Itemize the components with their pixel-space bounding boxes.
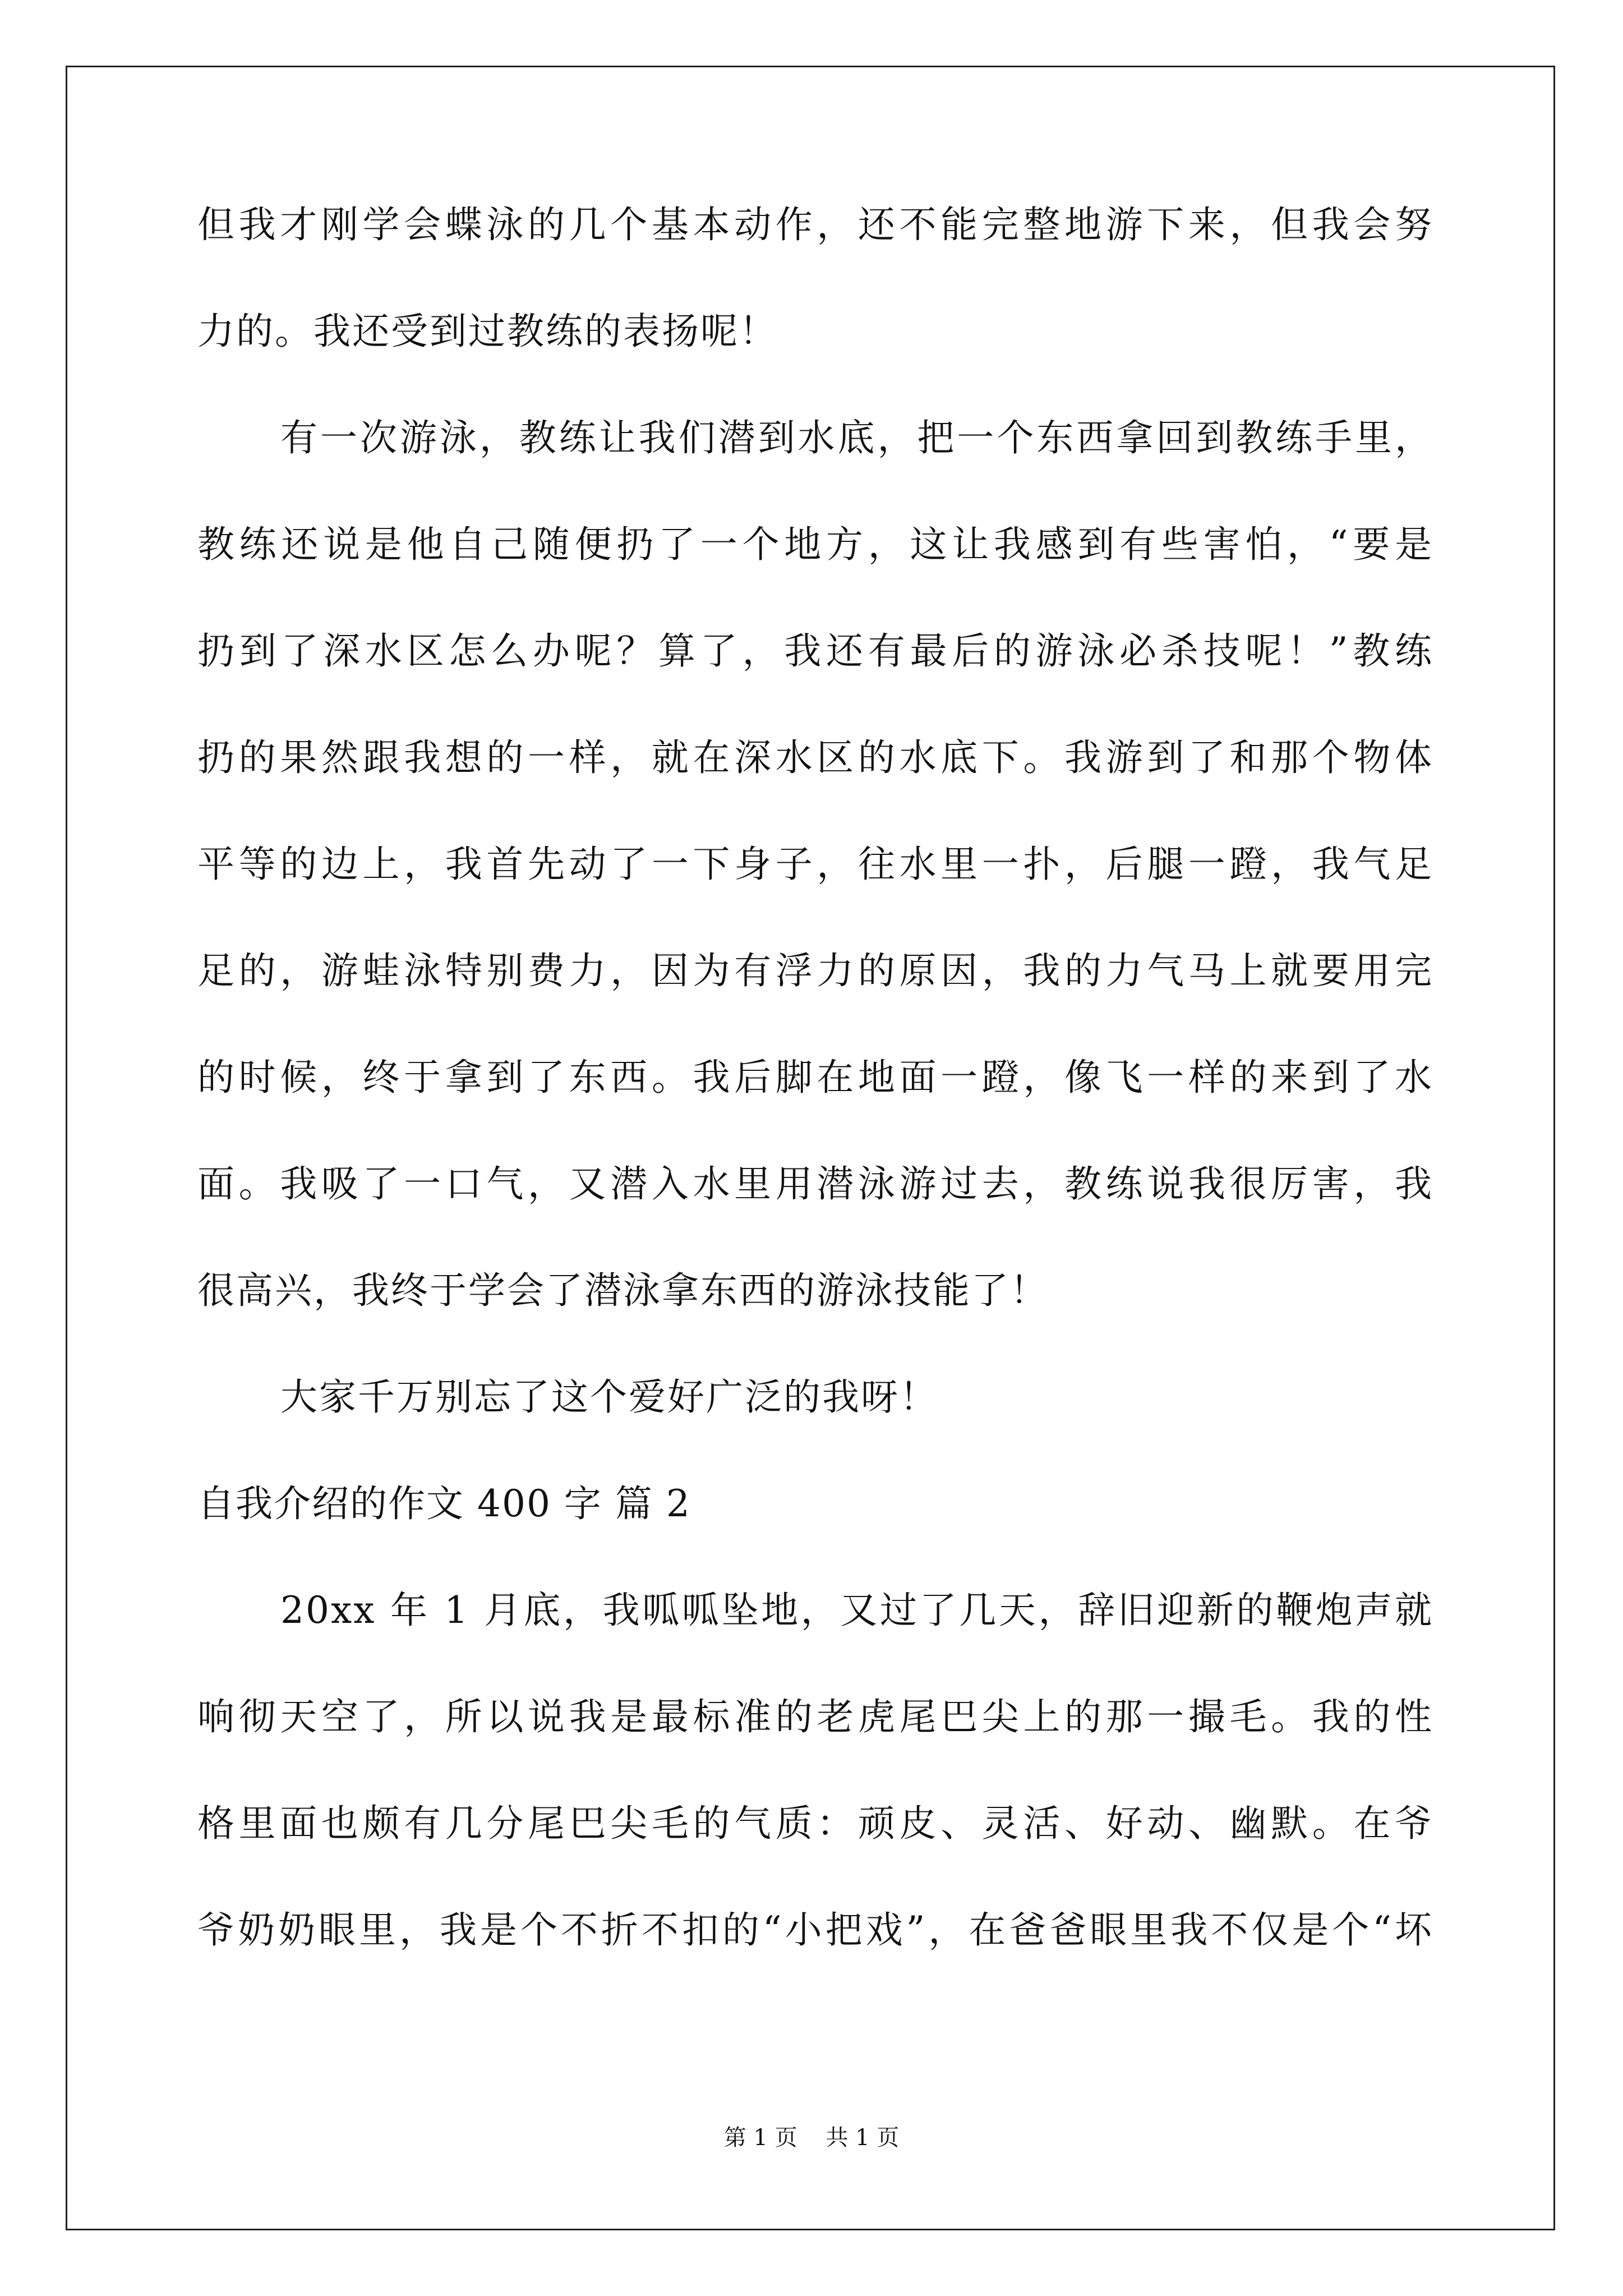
paragraph-line: 很高兴，我终于学会了潜泳拿东西的游泳技能了！ [197, 1269, 1049, 1312]
paragraph-line: 有一次游泳，教练让我们潜到水底，把一个东西拿回到教练手里， [280, 416, 1433, 459]
paragraph-line: 的时候，终于拿到了东西。我后脚在地面一蹬，像飞一样的来到了水 [197, 1056, 1433, 1099]
section-heading: 自我介绍的作文 400 字 篇 2 [197, 1482, 691, 1525]
paragraph-line: 教练还说是他自己随便扔了一个地方，这让我感到有些害怕，“要是 [197, 523, 1433, 566]
paragraph-line: 扔到了深水区怎么办呢？算了，我还有最后的游泳必杀技呢！”教练 [197, 629, 1433, 673]
paragraph-line: 20xx 年 1 月底，我呱呱坠地，又过了几天，辞旧迎新的鞭炮声就 [280, 1589, 1433, 1632]
paragraph-line: 平等的边上，我首先动了一下身子，往水里一扑，后腿一蹬，我气足 [197, 843, 1433, 886]
paragraph-line: 爷奶奶眼里，我是个不折不扣的“小把戏”，在爸爸眼里我不仅是个“坏 [197, 1908, 1433, 1952]
paragraph-line: 足的，游蛙泳特别费力，因为有浮力的原因，我的力气马上就要用完 [197, 949, 1433, 992]
paragraph-line: 面。我吸了一口气，又潜入水里用潜泳游过去，教练说我很厉害，我 [197, 1162, 1433, 1205]
paragraph-line: 响彻天空了，所以说我是最标准的老虎尾巴尖上的那一撮毛。我的性 [197, 1695, 1433, 1738]
document-body [197, 203, 1433, 2018]
paragraph-line: 力的。我还受到过教练的表扬呢！ [197, 310, 778, 353]
paragraph-line: 格里面也颇有几分尾巴尖毛的气质：顽皮、灵活、好动、幽默。在爷 [197, 1802, 1433, 1845]
paragraph-line: 扔的果然跟我想的一样，就在深水区的水底下。我游到了和那个物体 [197, 736, 1433, 779]
page-footer: 第 1 页 共 1 页 [723, 2125, 900, 2151]
paragraph-line: 但我才刚学会蝶泳的几个基本动作，还不能完整地游下来，但我会努 [197, 203, 1433, 246]
paragraph-line: 大家千万别忘了这个爱好广泛的我呀！ [280, 1375, 938, 1419]
